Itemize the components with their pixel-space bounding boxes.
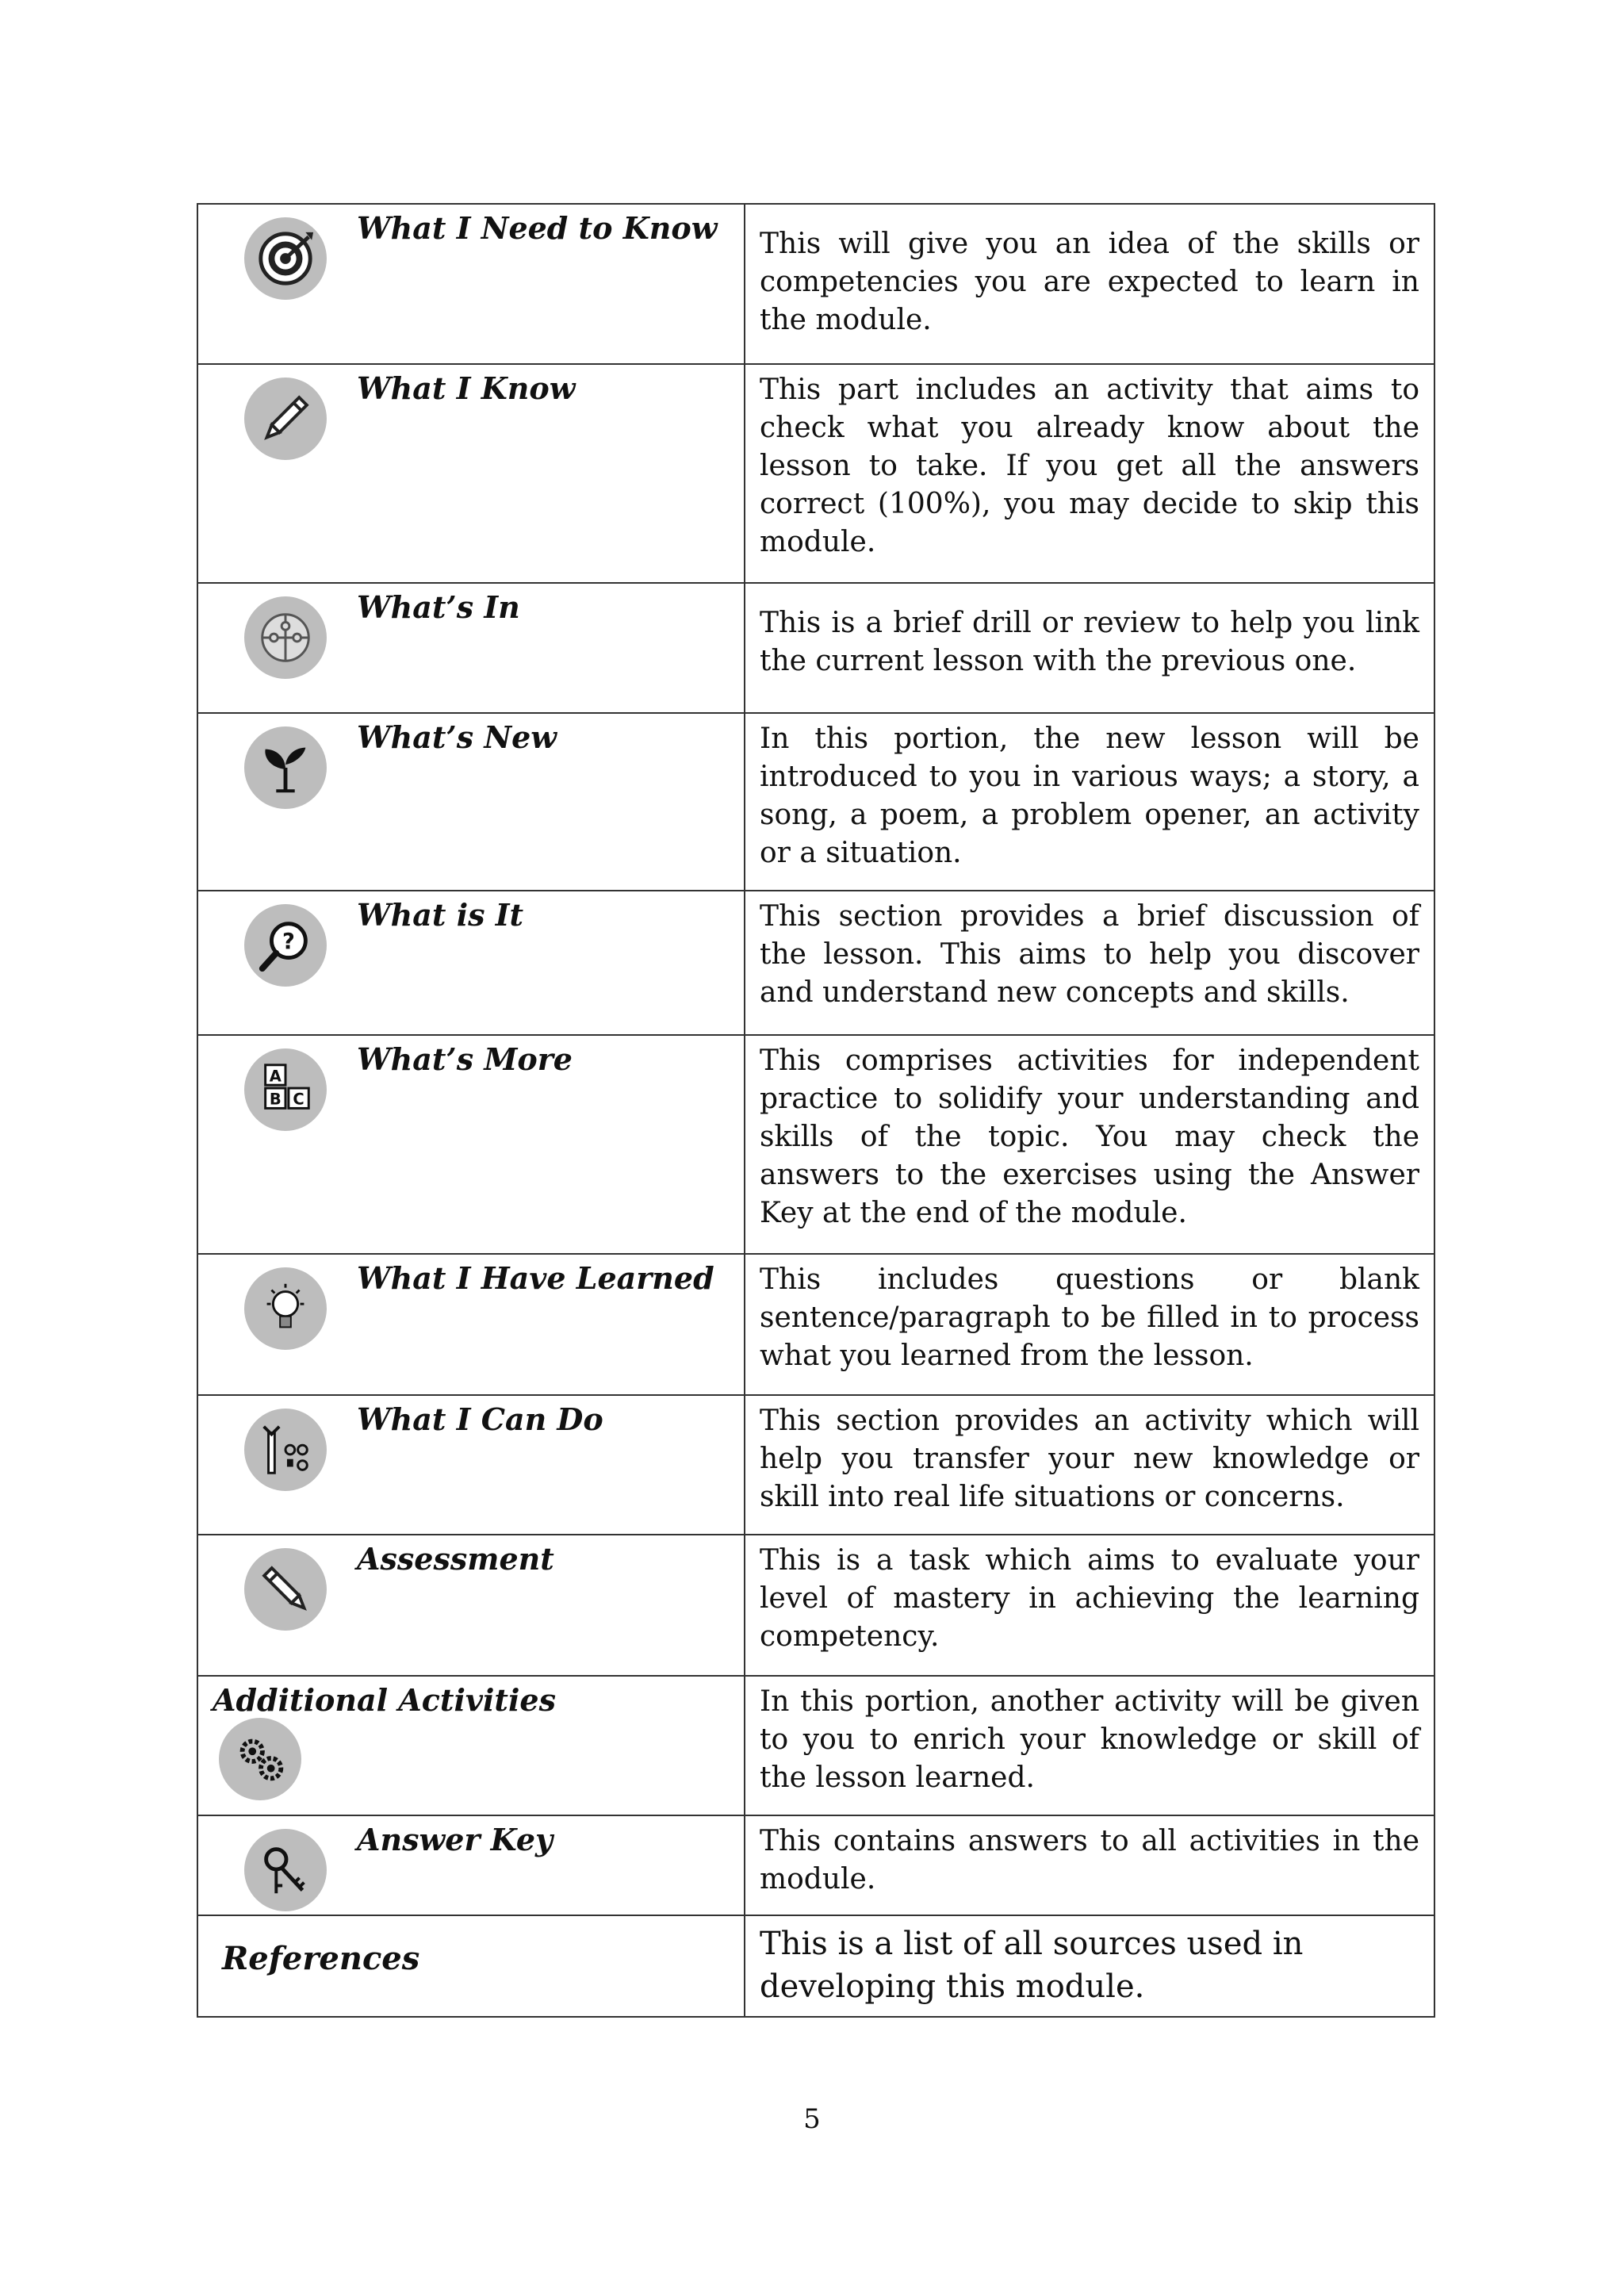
table-row [197,713,1434,891]
table-row [197,1676,1434,1815]
section-description: This section provides an activity which will help you transfer your new knowledge or skill into real life situations or concerns. [745,1395,1434,1535]
target-icon [244,217,327,300]
table-row [197,1535,1434,1676]
label-cell [197,1915,745,2017]
section-label: What’s In [357,589,520,625]
label-cell [197,1395,745,1535]
table-row [197,1395,1434,1535]
page-number: 5 [803,2103,821,2135]
sprout-icon [244,726,327,809]
table-row [197,1035,1434,1254]
svg-text:A: A [269,1067,282,1086]
keys-icon [244,1829,327,1911]
magnifier-question-icon [244,904,327,987]
section-label: References [222,1940,420,1977]
table-row [197,1815,1434,1915]
gears-icon [219,1718,301,1800]
table-row [197,204,1434,364]
tools-icon [244,1409,327,1491]
section-description: In this portion, another activity will be given to you to enrich your knowledge or skill of the lesson learned. [745,1676,1434,1815]
section-label: Assessment [357,1541,554,1577]
section-label: What I Have Learned [357,1260,714,1296]
label-cell [197,583,745,713]
section-description: This includes questions or blank sentence/paragraph to be filled in to process what you learned from the lesson. [745,1254,1434,1395]
label-cell [197,1035,745,1254]
label-cell [197,1676,745,1815]
section-label: What I Know [357,370,576,406]
label-cell [197,1815,745,1915]
label-cell [197,204,745,364]
abc-blocks-icon [244,1048,327,1131]
lightbulb-icon [244,1267,327,1350]
section-description: This is a task which aims to evaluate your level of mastery in achieving the learning competency. [745,1535,1434,1676]
section-description: This comprises activities for independent practice to solidify your understanding and skills of the topic. You may check the answers to the exercises using the Answer Key at the end of the module. [745,1035,1434,1254]
section-label: What I Need to Know [357,210,718,246]
svg-text:?: ? [282,929,295,954]
puzzle-icon [244,596,327,679]
label-cell [197,713,745,891]
table-row [197,1915,1434,2017]
label-cell [197,891,745,1035]
section-description: This part includes an activity that aims to check what you already know about the lesson to take. If you get all the answers correct (100%), you may decide to skip this module. [745,364,1434,583]
section-label: What is It [357,897,524,933]
pencil-icon [244,1548,327,1631]
section-label: What’s New [357,719,557,755]
section-description: This will give you an idea of the skills or competencies you are expected to learn in the module. [745,204,1434,364]
section-description: This is a list of all sources used in developing this module. [745,1915,1434,2017]
section-description: This is a brief drill or review to help you link the current lesson with the previous one. [745,583,1434,713]
table-row [197,583,1434,713]
section-description: This section provides a brief discussion of the lesson. This aims to help you discover and understand new concepts and skills. [745,891,1434,1035]
section-description: In this portion, the new lesson will be introduced to you in various ways; a story, a song, a poem, a problem opener, an activity or a situation. [745,713,1434,891]
section-label: What’s More [357,1041,573,1077]
section-label: Additional Activities [213,1682,556,1718]
table-row [197,891,1434,1035]
table-row [197,364,1434,583]
label-cell [197,1254,745,1395]
label-cell [197,1535,745,1676]
pencil-icon [244,378,327,460]
section-description: This contains answers to all activities in the module. [745,1815,1434,1915]
section-label: What I Can Do [357,1401,603,1437]
section-label: Answer Key [357,1822,553,1857]
module-parts-table [197,203,1435,2018]
svg-text:C: C [293,1090,304,1109]
label-cell [197,364,745,583]
table-row [197,1254,1434,1395]
svg-text:B: B [269,1090,282,1109]
